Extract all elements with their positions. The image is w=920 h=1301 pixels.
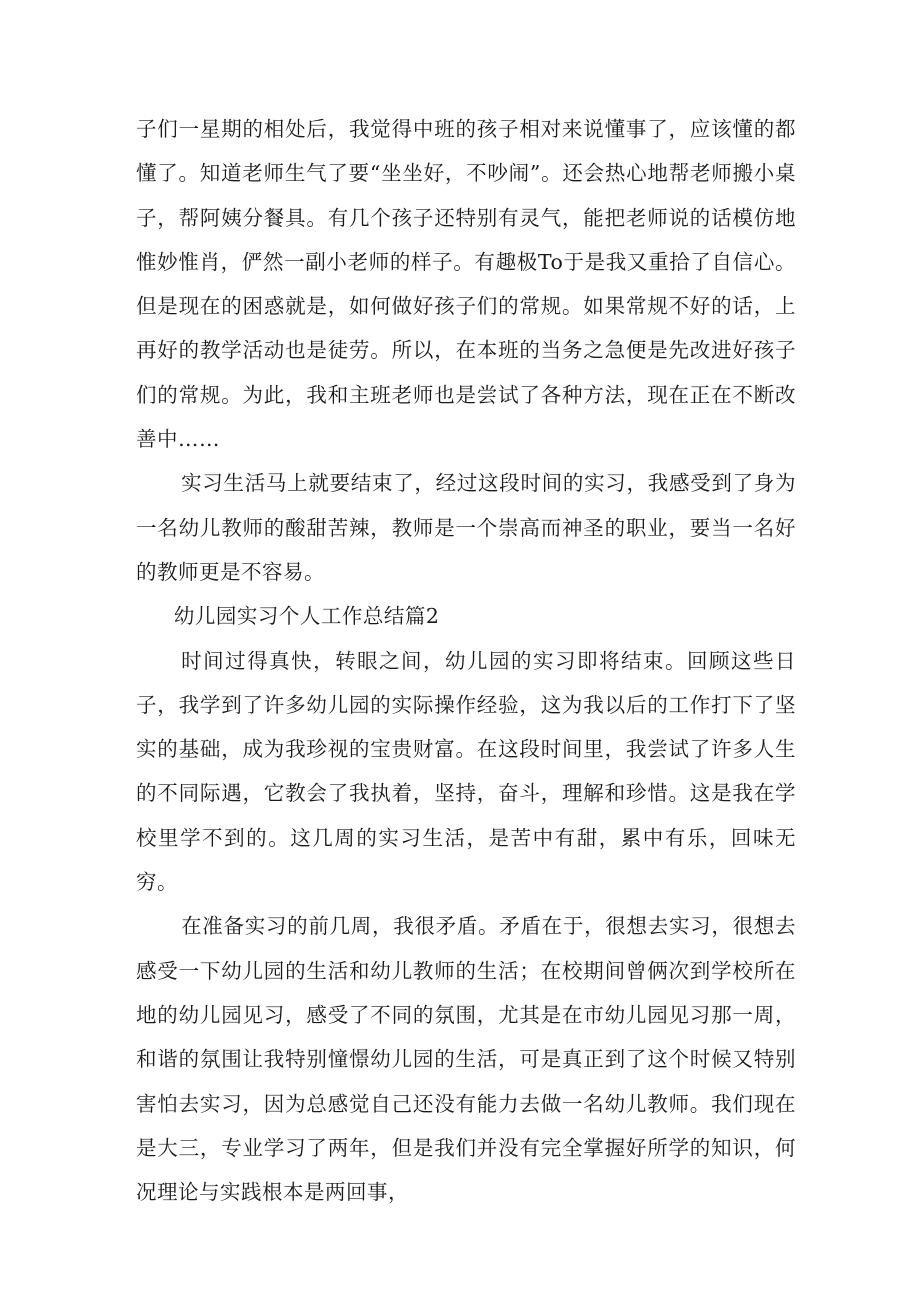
paragraph-time-flies: 时间过得真快，转眼之间，幼儿园的实习即将结束。回顾这些日子，我学到了许多幼儿园的实际操作经验，这为我以后的工作打下了坚实的基础，成为我珍视的宝贵财富。在这段时间里，我尝试了许多人生的不同际遇，它教会了我执着，坚持，奋斗，理解和珍惜。这是我在学校里学不到的。这几周的实习生活，是苦中有甜，累中有乐，回味无穷。 [136,648,796,895]
section-heading: 幼儿园实习个人工作总结篇2 [173,604,440,629]
paragraph-continuation: 子们一星期的相处后，我觉得中班的孩子相对来说懂事了，应该懂的都懂了。知道老师生气了要“坐坐好，不吵闹”。还会热心地帮老师搬小桌子，帮阿姨分餐具。有几个孩子还特别有灵气，能把老师说的话模仿地惟妙惟肖，俨然一副小老师的样子。有趣极To于是我又重拾了自信心。但是现在的困惑就是，如何做好孩子们的常规。如果常规不好的话，上再好的教学活动也是徒劳。所以，在本班的当务之急便是先改进好孩子们的常规。为此，我和主班老师也是尝试了各种方法，现在正在不断改善中…… [136,117,796,452]
paragraph-internship-ending: 实习生活马上就要结束了，经过这段时间的实习，我感受到了身为一名幼儿教师的酸甜苦辣，教师是一个崇高而神圣的职业，要当一名好的教师更是不容易。 [136,471,796,584]
paragraph-before-internship: 在准备实习的前几周，我很矛盾。矛盾在于，很想去实习，很想去感受一下幼儿园的生活和幼儿教师的生活；在校期间曾俩次到学校所在地的幼儿园见习，感受了不同的氛围，尤其是在市幼儿园见习那一周，和谐的氛围让我特别憧憬幼儿园的生活，可是真正到了这个时候又特别害怕去实习，因为总感觉自己还没有能力去做一名幼儿教师。我们现在是大三，专业学习了两年，但是我们并没有完全掌握好所学的知识，何况理论与实践根本是两回事， [136,914,796,1205]
document-body [136,107,796,1214]
